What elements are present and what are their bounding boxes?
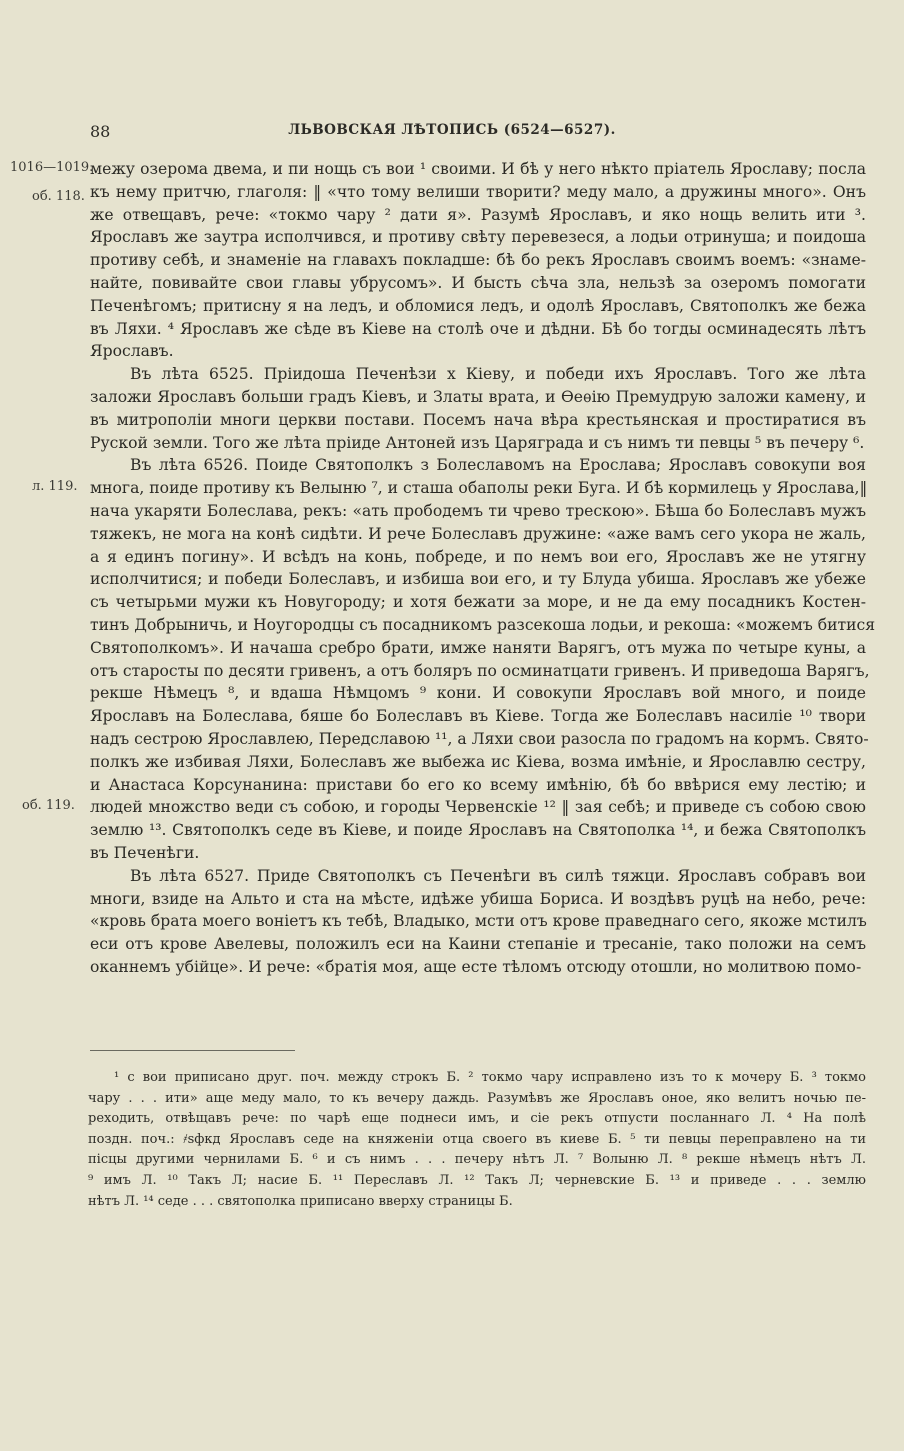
text-line (0, 204, 904, 227)
line-text: въ митрополіи многи церкви постави. Посемъ нача вѣра крестьянская и простиратися въ (90, 410, 866, 429)
line-text: а я единъ погину». И всѣдъ на конь, побреде, и по немъ вои его, Ярославъ же не утягну (90, 547, 866, 566)
line-text: же отвещавъ, рече: «токмо чару ² дати я». Разумѣ Ярославъ, и яко нощь велить ити ³. (90, 205, 866, 224)
footnote-text: ¹ с вои приписано друг. поч. между строкъ Б. ² токмо чару исправлено изъ то к мочеру Б. ³ токмо (114, 1070, 866, 1085)
text-line (0, 956, 904, 979)
text-line (0, 295, 904, 318)
text-line (0, 546, 904, 569)
line-text: отъ старосты по десяти гривенъ, а отъ боляръ по осминатцати гривенъ. И приведоша Варягъ, (90, 661, 870, 680)
line-text: рекше Нѣмецъ ⁸, и вдаша Нѣмцомъ ⁹ кони. И совокупи Ярославъ вой много, и поиде (90, 684, 866, 703)
footnote-text: нѣтъ Л. ¹⁴ седе . . . святополка приписано вверху страницы Б. (88, 1193, 513, 1209)
footnote-line (0, 1109, 904, 1130)
text-line (0, 682, 904, 705)
line-text: «кровь брата моего воніетъ къ тебѣ, Владыко, мсти отъ крове праведнаго сего, якоже мстилъ (90, 912, 867, 931)
line-text: заложи Ярославъ больши градъ Кіевъ, и Златы врата, и Ѳеѳію Премудрую заложи камену, и (90, 387, 866, 406)
line-text: Святополкомъ». И начаша сребро брати, имже наняти Варягъ, отъ мужа по четыре куны, а (90, 638, 866, 657)
line-text: тинъ Добрыничь, и Ноугородцы съ посадникомъ разсекоша лодьи, и рекоша: «можемъ битися (90, 615, 876, 634)
text-line (0, 477, 904, 500)
line-text: надъ сестрою Ярославлею, Передславою ¹¹, а Ляхи свои разосла по градомъ на кормъ. Свято- (90, 729, 869, 748)
line-text: многи, взиде на Альто и ста на мѣсте, идѣже убиша Бориса. И воздѣвъ руцѣ на небо, рече: (90, 889, 866, 908)
text-line (0, 888, 904, 911)
text-line (0, 591, 904, 614)
page-header (0, 122, 904, 142)
line-text: полкъ же избивая Ляхи, Болеславъ же выбежа ис Кіева, возма имѣніе, и Ярославлю сестру, (90, 752, 866, 771)
line-text: съ четырьми мужи къ Новугороду; и хотя бежати за море, и не да ему посадникъ Костен- (90, 593, 866, 612)
footnote-line (0, 1089, 904, 1110)
text-line (0, 751, 904, 774)
footnote-text: реходить, отвѣщавъ рече: по чарѣ еще поднеси имъ, и сіе рекъ отпусти посланнаго Л. ⁴ На полѣ (88, 1111, 866, 1127)
text-line (0, 910, 904, 933)
footnote-line (0, 1130, 904, 1151)
line-text: Руской земли. Того же лѣта пріиде Антоней изъ Царяграда и съ нимъ ти певцы ⁵ въ печеру ⁶. (90, 433, 865, 452)
text-line (0, 568, 904, 591)
line-text: къ нему притчю, глаголя: ‖ «что тому велиши творити? меду мало, а дружины много». Онъ (90, 182, 866, 201)
text-line (0, 272, 904, 295)
line-text: въ Печенѣги. (90, 843, 200, 862)
text-line (0, 249, 904, 272)
text-line (0, 158, 904, 181)
footnotes (0, 1068, 904, 1212)
line-text: противу себѣ, и знаменіе на главахъ покладше: бѣ бо рекъ Ярославъ своимъ воемъ: «знаме- (90, 251, 866, 270)
text-line (0, 796, 904, 819)
text-line (0, 728, 904, 751)
line-text: нача укаряти Болеслава, рекъ: «ать прободемъ ти чрево трескою». Бѣша бо Болеславъ мужъ (90, 501, 866, 520)
footnote-text: поздн. поч.: ҂ѕфкд Ярославъ седе на княженіи отца своего въ киеве Б. ⁵ ти певцы переправлено на ти (88, 1131, 866, 1147)
line-text: исполчитися; и победи Болеславъ, и избиша вои его, и ту Блуда убиша. Ярославъ же убеже (90, 570, 866, 589)
margin-note: об. 119. (22, 798, 75, 814)
text-line (0, 181, 904, 204)
footnote-text: пісцы другими чернилами Б. ⁶ и съ нимъ . . . печеру нѣтъ Л. ⁷ Волыню Л. ⁸ рекше нѣмецъ нѣтъ Л. (88, 1152, 866, 1168)
text-line (0, 454, 904, 477)
line-text: въ Ляхи. ⁴ Ярославъ же сѣде въ Кіеве на столѣ оче и дѣдни. Бѣ бо тогды осминадесять лѣтъ (90, 319, 866, 338)
text-line (0, 340, 904, 363)
text-line (0, 614, 904, 637)
margin-note: об. 118. (32, 188, 85, 204)
line-text: Ярославъ. (90, 342, 174, 361)
footnote-text: чару . . . ити» аще меду мало, то къ вечеру даждь. Разумѣвъ же Ярославъ оное, яко велитъ ночью пе- (88, 1090, 866, 1106)
line-text: людей множство веди съ собою, и городы Червенскіе ¹² ‖ зая себѣ; и приведе съ собою свою (90, 798, 866, 817)
line-text: еси отъ крове Авелевы, положилъ еси на Каини степаніе и тресаніе, тако положи на семъ (90, 935, 866, 954)
text-line (0, 432, 904, 455)
text-line (0, 933, 904, 956)
line-text: Въ лѣта 6527. Приде Святополкъ съ Печенѣги въ силѣ тяжци. Ярославъ собравъ вои (130, 866, 866, 885)
footnote-text: ⁹ имъ Л. ¹⁰ Такъ Л; насие Б. ¹¹ Переславъ Л. ¹² Такъ Л; черневские Б. ¹³ и приведе . . . землю (88, 1172, 866, 1188)
text-line (0, 774, 904, 797)
footnote-line (0, 1068, 904, 1089)
line-text: Ярославъ на Болеслава, бяше бо Болеславъ въ Кіеве. Тогда же Болеславъ насиліе ¹⁰ твори (90, 707, 866, 726)
line-text: и Анастаса Корсунанина: пристави бо его ко всему имѣнію, бѣ бо ввѣрися ему лестію; и (90, 775, 866, 794)
text-line (0, 386, 904, 409)
margin-note: л. 119. (32, 479, 78, 495)
page-number: 88 (90, 122, 111, 141)
line-text: землю ¹³. Святополкъ седе въ Кіеве, и поиде Ярославъ на Святополка ¹⁴, и бежа Святополкъ (90, 821, 866, 840)
text-line (0, 500, 904, 523)
line-text: найте, повивайте свои главы убрусомъ». И бысть сѣча зла, нельзѣ за озеромъ помогати (90, 273, 866, 292)
footnote-line (0, 1150, 904, 1171)
line-text: межу озерома двема, и пи нощь съ вои ¹ своими. И бѣ у него нѣкто пріатель Ярославу; посла (90, 160, 866, 178)
text-line (0, 523, 904, 546)
text-line (0, 363, 904, 386)
text-line (0, 637, 904, 660)
line-text: тяжекъ, не могa на конѣ сидѣти. И рече Болеславъ дружине: «аже вамъ сего укора не жаль, (90, 524, 866, 543)
line-text: Печенѣгомъ; притисну я на ледъ, и обломися ледъ, и одолѣ Ярославъ, Святополкъ же бежа (90, 296, 866, 315)
line-text: многа, поиде противу къ Велыню ⁷, и сташа обаполы реки Буга. И бѣ кормилець у Ярослава,‖ (90, 479, 868, 498)
footnote-divider (90, 1050, 295, 1051)
text-line (0, 865, 904, 888)
text-line (0, 409, 904, 432)
footnote-line (0, 1192, 904, 1213)
text-line (0, 660, 904, 683)
text-line (0, 819, 904, 842)
text-line (0, 705, 904, 728)
footnote-line (0, 1171, 904, 1192)
line-text: Въ лѣта 6525. Пріидоша Печенѣзи х Кіеву, и победи ихъ Ярославъ. Того же лѣта (130, 365, 866, 384)
text-line (0, 226, 904, 249)
running-title: ЛЬВОВСКАЯ ЛѢТОПИСЬ (6524—6527). (288, 122, 616, 138)
line-text: Въ лѣта 6526. Поиде Святополкъ з Болеславомъ на Ерослава; Ярославъ совокупи воя (130, 456, 866, 475)
line-text: оканнемъ убійце». И рече: «братія моя, аще есте тѣломъ отсюду отошли, но молитвою помо- (90, 957, 862, 976)
margin-note: 1016—1019. (10, 160, 94, 175)
chronicle-text (0, 158, 904, 979)
line-text: Ярославъ же заутра исполчився, и противу свѣту перевезеся, а лодьи отринуша; и поидоша (90, 228, 866, 247)
text-line (0, 318, 904, 341)
text-line (0, 842, 904, 865)
